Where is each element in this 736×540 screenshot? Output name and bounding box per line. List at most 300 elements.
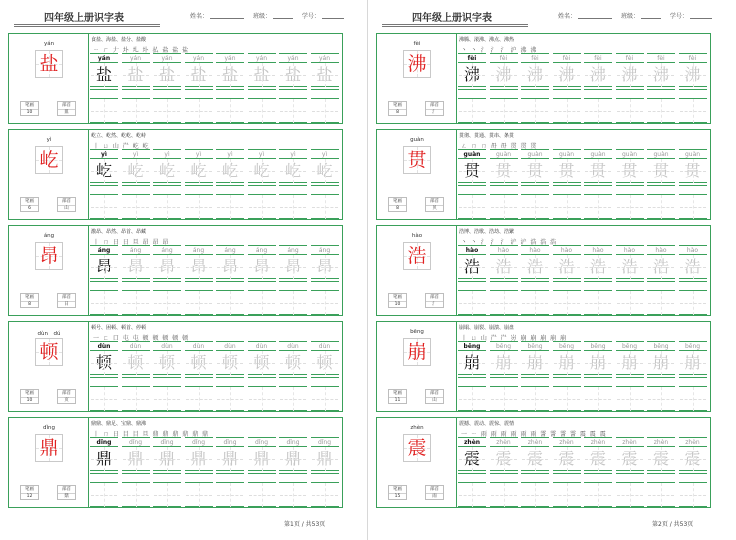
stroke-count-box: [388, 293, 407, 308]
practice-cell[interactable]: [279, 149, 307, 183]
practice-cell[interactable]: [458, 341, 486, 375]
practice-cell[interactable]: [185, 149, 213, 183]
practice-cell[interactable]: [122, 245, 150, 279]
blank-practice-cell[interactable]: [279, 377, 307, 411]
practice-cell[interactable]: [553, 437, 581, 471]
character-entry: [8, 129, 343, 220]
stroke-count-value: 11: [394, 398, 401, 403]
blank-practice-cell[interactable]: [248, 281, 276, 315]
practice-cell[interactable]: [647, 437, 675, 471]
practice-pinyin: guàn: [553, 149, 581, 159]
character-info: [9, 34, 89, 123]
cell-vline: [325, 351, 326, 375]
practice-cell[interactable]: [521, 245, 549, 279]
cell-vline: [136, 255, 137, 279]
cell-vline: [293, 63, 294, 87]
cell-vline: [661, 291, 662, 315]
practice-char: 贯: [584, 159, 612, 183]
practice-cell[interactable]: [248, 437, 276, 471]
practice-pinyin: fèi: [458, 53, 486, 63]
character-glyph: 昂: [39, 245, 59, 267]
blank-practice-cell[interactable]: [584, 185, 612, 219]
practice-cell[interactable]: [679, 53, 707, 87]
blank-pinyin-line: [584, 89, 612, 99]
practice-char: 屹: [279, 159, 307, 183]
practice-cell[interactable]: [248, 53, 276, 87]
cell-vline: [325, 447, 326, 471]
practice-pinyin: zhèn: [616, 437, 644, 447]
practice-char: 贯: [679, 159, 707, 183]
practice-cell[interactable]: [122, 53, 150, 87]
blank-practice-cell[interactable]: [248, 377, 276, 411]
practice-pinyin: áng: [279, 245, 307, 255]
practice-cell[interactable]: [216, 341, 244, 375]
blank-practice-cell[interactable]: [679, 185, 707, 219]
practice-cell[interactable]: [122, 149, 150, 183]
character-info: [377, 130, 457, 219]
cell-vline: [293, 447, 294, 471]
practice-char: 震: [553, 447, 581, 471]
blank-practice-cell[interactable]: [490, 89, 518, 123]
practice-pinyin: bēng: [616, 341, 644, 351]
practice-cell[interactable]: [185, 53, 213, 87]
blank-practice-cell[interactable]: [553, 473, 581, 507]
blank-practice-cell[interactable]: [122, 185, 150, 219]
blank-practice-cell[interactable]: [490, 377, 518, 411]
blank-practice-cell[interactable]: [616, 377, 644, 411]
practice-pinyin: yán: [153, 53, 181, 63]
practice-cell[interactable]: [553, 245, 581, 279]
practice-cell[interactable]: [679, 437, 707, 471]
blank-practice-cell[interactable]: [248, 473, 276, 507]
blank-practice-cell[interactable]: [122, 89, 150, 123]
practice-cell[interactable]: [679, 245, 707, 279]
practice-char: 崩: [490, 351, 518, 375]
cell-vline: [167, 255, 168, 279]
practice-pinyin: yì: [90, 149, 118, 159]
character-box: [403, 434, 431, 462]
practice-char: 沸: [458, 63, 486, 87]
practice-cell[interactable]: [311, 53, 339, 87]
cell-vline: [293, 99, 294, 123]
character-entry: [8, 225, 343, 316]
practice-char: 昂: [185, 255, 213, 279]
practice-char: 鼎: [216, 447, 244, 471]
blank-practice-grid: [457, 377, 710, 411]
blank-practice-cell[interactable]: [216, 185, 244, 219]
practice-pinyin: áng: [311, 245, 339, 255]
practice-cell[interactable]: [279, 437, 307, 471]
practice-char: 昂: [90, 255, 118, 279]
blank-practice-cell[interactable]: [553, 377, 581, 411]
practice-cell[interactable]: [584, 341, 612, 375]
blank-practice-grid: [89, 89, 342, 123]
practice-char: 顿: [90, 351, 118, 375]
cell-vline: [293, 291, 294, 315]
practice-cell[interactable]: [490, 245, 518, 279]
blank-practice-grid: [89, 473, 342, 507]
practice-cell[interactable]: [458, 245, 486, 279]
practice-cell[interactable]: [521, 149, 549, 183]
character-info: [377, 418, 457, 507]
cell-vline: [230, 255, 231, 279]
blank-practice-cell[interactable]: [185, 281, 213, 315]
radical-value: 氵: [432, 302, 437, 307]
blank-pinyin-line: [279, 473, 307, 483]
blank-practice-cell[interactable]: [616, 185, 644, 219]
class-field[interactable]: [273, 12, 293, 19]
cell-vline: [262, 63, 263, 87]
practice-cell[interactable]: [122, 341, 150, 375]
blank-pinyin-line: [122, 473, 150, 483]
practice-cell[interactable]: [248, 149, 276, 183]
page-title: 四年级上册识字表: [44, 13, 124, 24]
practice-char: 屹: [90, 159, 118, 183]
practice-cell[interactable]: [647, 341, 675, 375]
blank-pinyin-line: [490, 281, 518, 291]
blank-practice-cell[interactable]: [90, 281, 118, 315]
blank-practice-cell[interactable]: [153, 89, 181, 123]
cell-vline: [230, 291, 231, 315]
practice-cell[interactable]: [521, 53, 549, 87]
practice-cell[interactable]: [490, 437, 518, 471]
practice-cell[interactable]: [584, 149, 612, 183]
blank-practice-cell[interactable]: [679, 281, 707, 315]
blank-practice-cell[interactable]: [216, 473, 244, 507]
blank-practice-cell[interactable]: [679, 377, 707, 411]
blank-practice-cell[interactable]: [490, 185, 518, 219]
blank-practice-cell[interactable]: [679, 89, 707, 123]
practice-cell[interactable]: [584, 437, 612, 471]
blank-practice-cell[interactable]: [647, 473, 675, 507]
practice-cell[interactable]: [458, 149, 486, 183]
practice-cell[interactable]: [616, 245, 644, 279]
id-field[interactable]: [690, 12, 712, 19]
blank-practice-cell[interactable]: [490, 473, 518, 507]
cell-vline: [661, 255, 662, 279]
practice-pinyin: dùn: [216, 341, 244, 351]
cell-vline: [567, 99, 568, 123]
cell-vline: [661, 99, 662, 123]
name-field[interactable]: [578, 12, 612, 19]
blank-practice-cell[interactable]: [153, 473, 181, 507]
character-info: [9, 226, 89, 315]
blank-practice-cell[interactable]: [279, 89, 307, 123]
radical-value: 皿: [64, 110, 69, 115]
example-words: 屹立、屹然、屹屹、屹峙: [91, 133, 147, 139]
practice-cell[interactable]: [279, 341, 307, 375]
practice-cell[interactable]: [647, 149, 675, 183]
class-field[interactable]: [641, 12, 661, 19]
radical-value: 贝: [432, 206, 437, 211]
practice-cell[interactable]: [216, 245, 244, 279]
blank-practice-cell[interactable]: [679, 473, 707, 507]
practice-cell[interactable]: [616, 53, 644, 87]
blank-practice-cell[interactable]: [616, 473, 644, 507]
blank-practice-cell[interactable]: [458, 185, 486, 219]
practice-cell[interactable]: [311, 149, 339, 183]
blank-pinyin-line: [216, 89, 244, 99]
practice-cell[interactable]: [458, 437, 486, 471]
practice-pinyin: hào: [521, 245, 549, 255]
practice-cell[interactable]: [248, 245, 276, 279]
stroke-count-value: 6: [28, 206, 31, 211]
practice-pinyin: dùn: [311, 341, 339, 351]
blank-practice-cell[interactable]: [616, 281, 644, 315]
practice-cell[interactable]: [553, 149, 581, 183]
practice-pinyin: hào: [616, 245, 644, 255]
character-pinyin: fèi: [413, 41, 421, 47]
blank-pinyin-line: [647, 377, 675, 387]
character-info: [9, 322, 89, 411]
practice-cell[interactable]: [616, 437, 644, 471]
cell-vline: [262, 159, 263, 183]
practice-pinyin: bēng: [679, 341, 707, 351]
radical-box: [425, 485, 444, 500]
blank-practice-cell[interactable]: [311, 89, 339, 123]
cell-vline: [136, 63, 137, 87]
practice-cell[interactable]: [185, 245, 213, 279]
cell-vline: [535, 195, 536, 219]
practice-cell[interactable]: [458, 53, 486, 87]
blank-pinyin-line: [616, 89, 644, 99]
blank-pinyin-line: [185, 377, 213, 387]
cell-vline: [504, 255, 505, 279]
blank-practice-cell[interactable]: [458, 473, 486, 507]
cell-vline: [693, 63, 694, 87]
practice-cell[interactable]: [279, 53, 307, 87]
character-box: [403, 146, 431, 174]
cell-vline: [567, 291, 568, 315]
cell-vline: [567, 387, 568, 411]
practice-char: 昂: [122, 255, 150, 279]
practice-pinyin: guàn: [521, 149, 549, 159]
character-glyph: 盐: [39, 53, 59, 75]
practice-pinyin: guàn: [647, 149, 675, 159]
cell-vline: [325, 99, 326, 123]
blank-pinyin-line: [216, 377, 244, 387]
practice-cell[interactable]: [153, 437, 181, 471]
practice-pinyin: guàn: [584, 149, 612, 159]
cell-vline: [293, 351, 294, 375]
blank-practice-cell[interactable]: [553, 89, 581, 123]
character-entry: [376, 129, 711, 220]
practice-cell[interactable]: [216, 437, 244, 471]
cell-vline: [567, 159, 568, 183]
cell-vline: [598, 483, 599, 507]
blank-practice-cell[interactable]: [248, 89, 276, 123]
cell-vline: [630, 351, 631, 375]
blank-practice-cell[interactable]: [216, 377, 244, 411]
radical-box: [425, 101, 444, 116]
practice-cell[interactable]: [185, 437, 213, 471]
stroke-count-box: [20, 101, 39, 116]
practice-cell[interactable]: [248, 341, 276, 375]
blank-practice-cell[interactable]: [311, 377, 339, 411]
blank-practice-cell[interactable]: [584, 473, 612, 507]
blank-pinyin-line: [311, 473, 339, 483]
cell-vline: [472, 387, 473, 411]
practice-cell[interactable]: [153, 53, 181, 87]
practice-cell[interactable]: [490, 53, 518, 87]
cell-vline: [199, 447, 200, 471]
practice-cell[interactable]: [90, 53, 118, 87]
practice-pinyin: dùn: [185, 341, 213, 351]
practice-cell[interactable]: [490, 149, 518, 183]
practice-cell[interactable]: [90, 245, 118, 279]
blank-practice-cell[interactable]: [553, 281, 581, 315]
practice-cell[interactable]: [122, 437, 150, 471]
blank-practice-cell[interactable]: [311, 185, 339, 219]
cell-vline: [661, 195, 662, 219]
blank-practice-cell[interactable]: [153, 377, 181, 411]
stroke-count-box: [20, 293, 39, 308]
radical-label: 部首: [58, 294, 75, 302]
blank-pinyin-line: [90, 281, 118, 291]
cell-vline: [661, 387, 662, 411]
practice-pinyin: zhèn: [521, 437, 549, 447]
example-words: 贯彻、贯通、贯串、条贯: [459, 133, 515, 139]
blank-practice-cell[interactable]: [521, 281, 549, 315]
cell-vline: [293, 255, 294, 279]
blank-practice-cell[interactable]: [521, 473, 549, 507]
practice-cell[interactable]: [216, 53, 244, 87]
practice-cell[interactable]: [311, 437, 339, 471]
cell-vline: [104, 291, 105, 315]
blank-practice-cell[interactable]: [616, 89, 644, 123]
class-label: 班级：: [252, 13, 271, 20]
practice-cell[interactable]: [553, 53, 581, 87]
blank-practice-cell[interactable]: [458, 377, 486, 411]
practice-cell[interactable]: [153, 245, 181, 279]
blank-practice-grid: [89, 281, 342, 315]
blank-practice-cell[interactable]: [584, 377, 612, 411]
practice-cell[interactable]: [153, 149, 181, 183]
blank-practice-cell[interactable]: [122, 473, 150, 507]
character-pinyin: guàn: [410, 137, 424, 143]
cell-vline: [167, 159, 168, 183]
cell-vline: [661, 351, 662, 375]
practice-cell[interactable]: [521, 341, 549, 375]
practice-cell[interactable]: [90, 149, 118, 183]
blank-pinyin-line: [216, 281, 244, 291]
blank-practice-cell[interactable]: [90, 89, 118, 123]
blank-practice-cell[interactable]: [185, 377, 213, 411]
blank-practice-cell[interactable]: [279, 281, 307, 315]
practice-char: 沸: [584, 63, 612, 87]
blank-pinyin-line: [216, 185, 244, 195]
blank-practice-cell[interactable]: [521, 185, 549, 219]
blank-practice-cell[interactable]: [122, 281, 150, 315]
practice-cell[interactable]: [616, 341, 644, 375]
blank-practice-cell[interactable]: [584, 89, 612, 123]
cell-vline: [293, 483, 294, 507]
blank-practice-cell[interactable]: [185, 185, 213, 219]
practice-char: 沸: [553, 63, 581, 87]
blank-practice-cell[interactable]: [185, 89, 213, 123]
blank-practice-cell[interactable]: [521, 89, 549, 123]
practice-cell[interactable]: [616, 149, 644, 183]
practice-cell[interactable]: [90, 437, 118, 471]
blank-practice-cell[interactable]: [216, 89, 244, 123]
practice-cell[interactable]: [521, 437, 549, 471]
blank-practice-cell[interactable]: [521, 377, 549, 411]
cell-vline: [630, 483, 631, 507]
blank-practice-cell[interactable]: [647, 281, 675, 315]
cell-vline: [293, 159, 294, 183]
blank-practice-cell[interactable]: [185, 473, 213, 507]
blank-practice-cell[interactable]: [216, 281, 244, 315]
blank-practice-cell[interactable]: [311, 281, 339, 315]
blank-practice-cell[interactable]: [122, 377, 150, 411]
practice-pinyin: hào: [647, 245, 675, 255]
blank-practice-cell[interactable]: [490, 281, 518, 315]
practice-pinyin: bēng: [490, 341, 518, 351]
blank-practice-cell[interactable]: [647, 89, 675, 123]
blank-practice-cell[interactable]: [90, 473, 118, 507]
practice-cell[interactable]: [553, 341, 581, 375]
blank-practice-cell[interactable]: [153, 281, 181, 315]
practice-grid: [457, 245, 710, 279]
blank-practice-cell[interactable]: [248, 185, 276, 219]
practice-cell[interactable]: [647, 53, 675, 87]
cell-vline: [535, 483, 536, 507]
name-field[interactable]: [210, 12, 244, 19]
practice-cell[interactable]: [647, 245, 675, 279]
practice-cell[interactable]: [279, 245, 307, 279]
cell-vline: [167, 99, 168, 123]
practice-cell[interactable]: [216, 149, 244, 183]
cell-vline: [630, 63, 631, 87]
practice-char: 盐: [216, 63, 244, 87]
practice-char: 崩: [553, 351, 581, 375]
practice-cell[interactable]: [584, 245, 612, 279]
blank-practice-cell[interactable]: [153, 185, 181, 219]
blank-practice-cell[interactable]: [647, 185, 675, 219]
cell-vline: [598, 255, 599, 279]
practice-char: 沸: [490, 63, 518, 87]
practice-cell[interactable]: [90, 341, 118, 375]
practice-cell[interactable]: [679, 341, 707, 375]
blank-practice-cell[interactable]: [458, 281, 486, 315]
blank-practice-cell[interactable]: [311, 473, 339, 507]
practice-char: 沸: [616, 63, 644, 87]
blank-practice-cell[interactable]: [584, 281, 612, 315]
id-field[interactable]: [322, 12, 344, 19]
character-box: [35, 50, 63, 78]
practice-cell[interactable]: [584, 53, 612, 87]
practice-cell[interactable]: [185, 341, 213, 375]
blank-pinyin-line: [553, 185, 581, 195]
cell-vline: [598, 99, 599, 123]
practice-cell[interactable]: [311, 245, 339, 279]
practice-cell[interactable]: [679, 149, 707, 183]
practice-pinyin: yán: [122, 53, 150, 63]
blank-practice-cell[interactable]: [458, 89, 486, 123]
blank-practice-cell[interactable]: [647, 377, 675, 411]
blank-practice-cell[interactable]: [279, 473, 307, 507]
practice-cell[interactable]: [311, 341, 339, 375]
practice-cell[interactable]: [153, 341, 181, 375]
blank-practice-cell[interactable]: [90, 377, 118, 411]
practice-pinyin: áng: [216, 245, 244, 255]
blank-practice-cell[interactable]: [90, 185, 118, 219]
blank-pinyin-line: [311, 185, 339, 195]
practice-pinyin: áng: [153, 245, 181, 255]
blank-practice-cell[interactable]: [279, 185, 307, 219]
practice-cell[interactable]: [490, 341, 518, 375]
blank-practice-cell[interactable]: [553, 185, 581, 219]
